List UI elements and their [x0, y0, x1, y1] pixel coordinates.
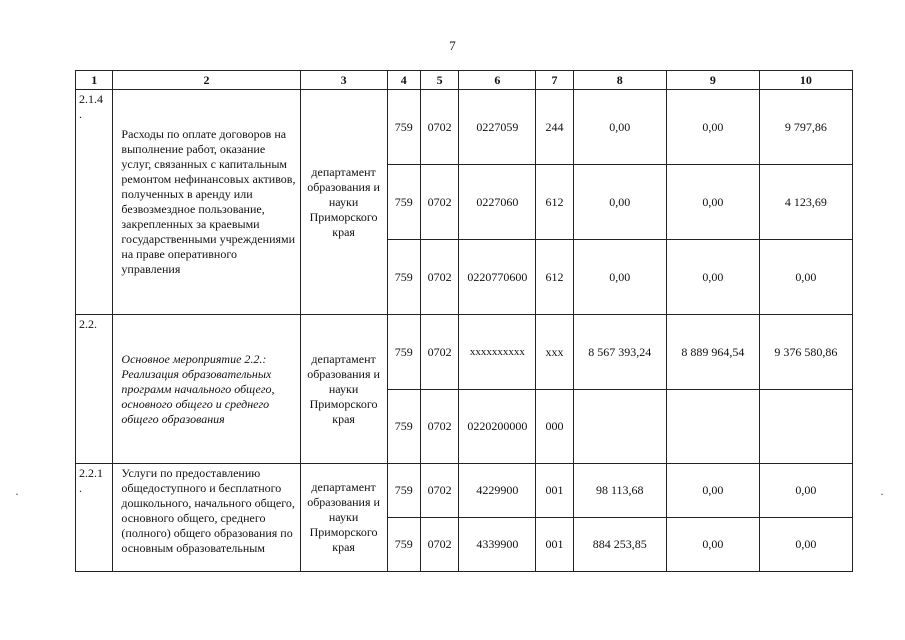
cell-c5: 0702 [420, 90, 458, 165]
cell-c5: 0702 [420, 240, 458, 315]
table-row [76, 90, 853, 165]
cell-c5: 0702 [420, 464, 458, 518]
cell-c5: 0702 [420, 518, 458, 572]
cell-c7: 244 [536, 90, 573, 165]
item-description: Расходы по оплате договоров на выполнение работ, оказание услуг, связанных с капитальным ремонтом нефинансовых активов, полученных в аренду или безвозмездное пользование, закрепленных за краевыми государственными учреждениями на праве оперативного управления [113, 90, 300, 315]
cell-c7: 001 [536, 464, 573, 518]
item-number: 2.1.4 . [76, 90, 113, 315]
column-header: 7 [536, 71, 573, 90]
cell-c10: 0,00 [759, 518, 852, 572]
cell-c8: 8 567 393,24 [573, 315, 666, 390]
cell-c4: 759 [387, 240, 420, 315]
cell-c7: 000 [536, 390, 573, 464]
cell-c10: 0,00 [759, 240, 852, 315]
cell-c8: 0,00 [573, 165, 666, 240]
cell-c4: 759 [387, 90, 420, 165]
cell-c5: 0702 [420, 315, 458, 390]
cell-c10: 4 123,69 [759, 165, 852, 240]
cell-c7: 612 [536, 165, 573, 240]
cell-c4: 759 [387, 315, 420, 390]
table-row [76, 464, 853, 518]
cell-c9: 0,00 [666, 90, 759, 165]
column-header: 1 [76, 71, 113, 90]
page-number: 7 [449, 38, 456, 53]
cell-c10: 9 797,86 [759, 90, 852, 165]
margin-mark: · [880, 487, 884, 501]
column-header: 4 [387, 71, 420, 90]
column-header: 3 [300, 71, 387, 90]
cell-c4: 759 [387, 518, 420, 572]
cell-c8: 884 253,85 [573, 518, 666, 572]
header-row [76, 71, 853, 90]
cell-c9: 0,00 [666, 464, 759, 518]
item-number: 2.2. [76, 315, 113, 464]
item-description: Основное мероприятие 2.2.: Реализация образовательных программ начального общего, основного общего и среднего общего образования [113, 315, 300, 464]
cell-c6: 4229900 [459, 464, 536, 518]
item-department: департамент образования и науки Приморского края [300, 315, 387, 464]
cell-c4: 759 [387, 165, 420, 240]
column-header: 5 [420, 71, 458, 90]
cell-c10: 0,00 [759, 464, 852, 518]
cell-c4: 759 [387, 390, 420, 464]
column-header: 10 [759, 71, 852, 90]
cell-c9: 8 889 964,54 [666, 315, 759, 390]
item-department: департамент образования и науки Приморского края [300, 90, 387, 315]
cell-c8: 0,00 [573, 240, 666, 315]
column-header: 6 [459, 71, 536, 90]
cell-c7: 001 [536, 518, 573, 572]
cell-c9: 0,00 [666, 240, 759, 315]
cell-c6: 4339900 [459, 518, 536, 572]
cell-c8 [573, 390, 666, 464]
cell-c6: 0227060 [459, 165, 536, 240]
table-row [76, 315, 853, 390]
cell-c9 [666, 390, 759, 464]
cell-c6: 0220770600 [459, 240, 536, 315]
cell-c7: 612 [536, 240, 573, 315]
column-header: 8 [573, 71, 666, 90]
cell-c5: 0702 [420, 390, 458, 464]
item-department: департамент образования и науки Приморского края [300, 464, 387, 572]
cell-c8: 98 113,68 [573, 464, 666, 518]
cell-c6: xxxxxxxxxx [459, 315, 536, 390]
item-number: 2.2.1 . [76, 464, 113, 572]
cell-c8: 0,00 [573, 90, 666, 165]
cell-c6: 0220200000 [459, 390, 536, 464]
cell-c7: xxx [536, 315, 573, 390]
column-header: 9 [666, 71, 759, 90]
budget-table [75, 70, 853, 572]
cell-c9: 0,00 [666, 165, 759, 240]
cell-c5: 0702 [420, 165, 458, 240]
cell-c10: 9 376 580,86 [759, 315, 852, 390]
cell-c4: 759 [387, 464, 420, 518]
margin-mark: · [15, 487, 19, 501]
cell-c6: 0227059 [459, 90, 536, 165]
column-header: 2 [113, 71, 300, 90]
cell-c9: 0,00 [666, 518, 759, 572]
item-description: Услуги по предоставлению общедоступного и бесплатного дошкольного, начального общего, основного общего, среднего (полного) общего образования по основным образовательным [113, 464, 300, 572]
cell-c10 [759, 390, 852, 464]
